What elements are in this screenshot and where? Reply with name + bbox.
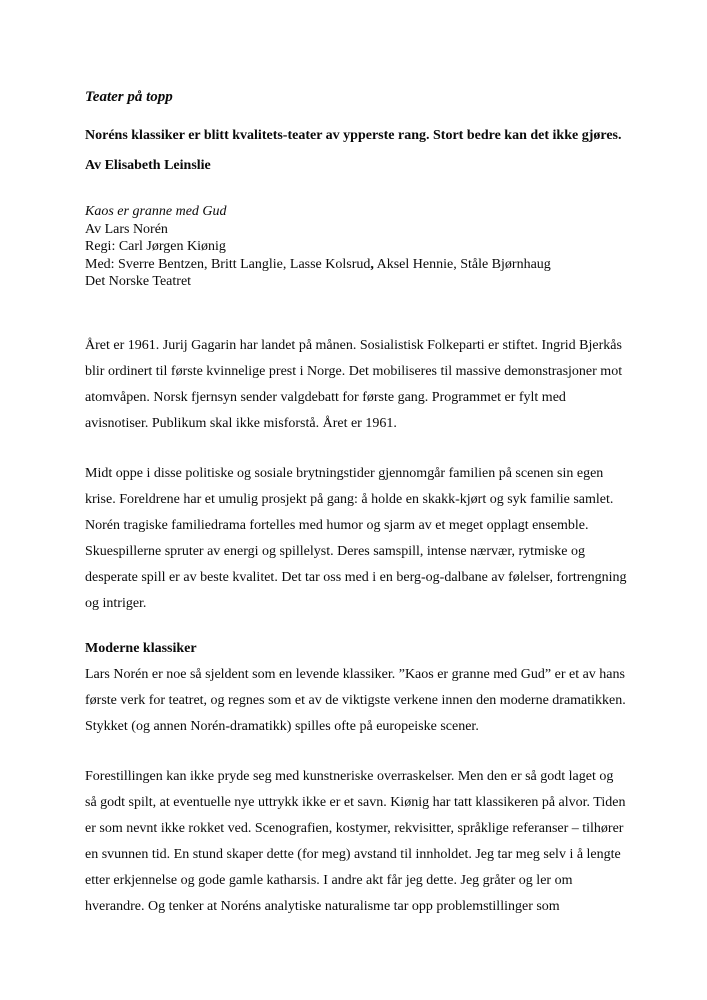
section-paragraph-2: Forestillingen kan ikke pryde seg med kunstneriske overraskelser. Men den er så godt laget og så godt spilt, at eventuelle nye uttrykk ikke er et savn. Kiønig har tatt klassikeren på alvor. Tiden er som nevnt ikke rokket ved. Scenografien, kostymer, rekvisitter, språklige referanser – tilhører en svunnen tid. En stund skaper dette (for meg) avstand til innholdet. Jeg tar meg selv i å lengte etter erkjennelse og gode gamle katharsis. I andre akt får jeg dette. Jeg gråter og ler om hverandre. Og tenker at Noréns analytiske naturalisme tar opp problemstillinger som <box>85 768 626 914</box>
article-title: Teater på topp <box>85 89 173 105</box>
credit-cast-bold-comma: , <box>370 256 374 272</box>
body-paragraph-2: Midt oppe i disse politiske og sosiale brytningstider gjennomgår familien på scenen sin egen krise. Foreldrene har et umulig prosjekt på gang: å holde en skakk-kjørt og syk familie samlet. Norén tragiske familiedrama fortelles med humor og sjarm av et meget opplagt ensemble. Skuespillerne spruter av energi og spillelyst. Deres samspill, intense nærvær, rytmiske og desperate spill er av beste kvalitet. Det tar oss med i en berg-og-dalbane av følelser, fortrengning og intriger. <box>85 465 627 611</box>
credit-director-line: Regi: Carl Jørgen Kiønig <box>85 239 226 254</box>
body-paragraph-1: Året er 1961. Jurij Gagarin har landet på månen. Sosialistisk Folkeparti er stiftet. Ingrid Bjerkås blir ordinert til første kvinnelige prest i Norge. Det mobiliseres til massive demonstrasjoner mot atomvåpen. Norsk fjernsyn sender valgdebatt for første gang. Programmet er fylt med avisnotiser. Publikum skal ikke misforstå. Året er 1961. <box>85 337 623 431</box>
credit-author-line: Av Lars Norén <box>85 221 168 237</box>
credit-cast-part2: Aksel Hennie, Ståle Bjørnhaug <box>373 256 551 272</box>
section-paragraph-1: Lars Norén er noe så sjeldent som en levende klassiker. ”Kaos er granne med Gud” er et av hans første verk for teatret, og regnes som et av de viktigste verkene innen den moderne dramatikken. Stykket (og annen Norén-dramatikk) spilles ofte på europeiske scener. <box>85 666 626 734</box>
credit-cast-part1: Med: Sverre Bentzen, Britt Langlie, Lasse Kolsrud <box>85 256 371 272</box>
article-byline: Av Elisabeth Leinslie <box>85 158 211 173</box>
credit-theatre-line: Det Norske Teatret <box>85 274 192 289</box>
article-lead: Noréns klassiker er blitt kvalitets-teater av ypperste rang. Stort bedre kan det ikke gjøres. <box>85 128 622 143</box>
section-heading-moderne-klassiker: Moderne klassiker <box>85 640 197 656</box>
credit-play-title: Kaos er granne med Gud <box>85 204 227 219</box>
production-credits <box>85 203 627 291</box>
credit-cast-line <box>85 256 627 274</box>
